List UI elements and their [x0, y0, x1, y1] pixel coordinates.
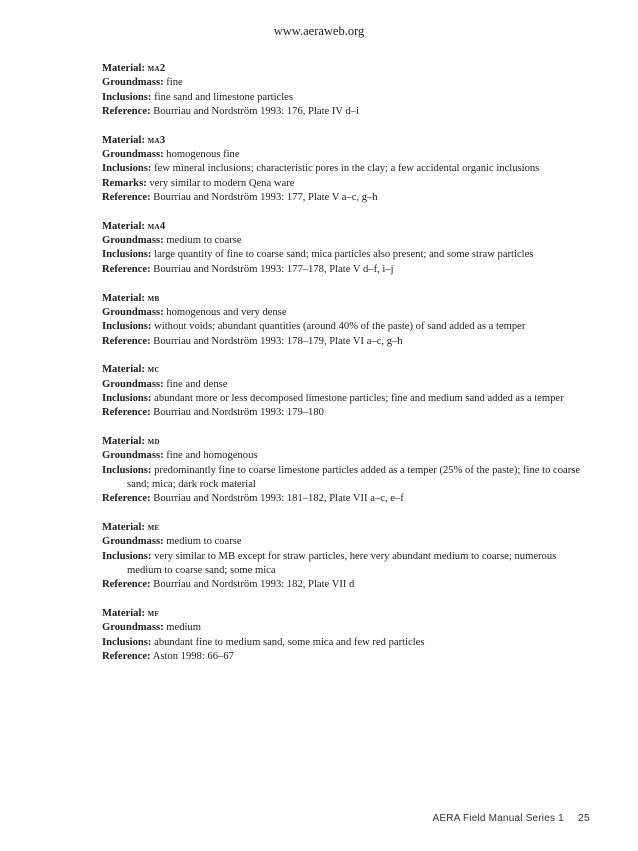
reference-value: Bourriau and Nordström 1993: 179–180	[153, 407, 324, 419]
groundmass-value: homogenous fine	[166, 149, 240, 161]
reference-label: Reference:	[102, 192, 151, 204]
inclusions-value: abundant fine to medium sand, some mica and few red particles	[154, 636, 425, 648]
reference-value: Bourriau and Nordström 1993: 181–182, Plate VII a–c, e–f	[153, 493, 404, 505]
material-label: Material:	[102, 435, 145, 447]
inclusions-label: Inclusions:	[102, 91, 152, 103]
groundmass-label: Groundmass:	[102, 450, 164, 462]
material-code: mb	[147, 292, 160, 304]
material-code: ma4	[147, 220, 166, 232]
reference-value: Bourriau and Nordström 1993: 176, Plate IV d–i	[153, 106, 360, 118]
material-code: ma2	[147, 63, 166, 74]
inclusions-label: Inclusions:	[102, 321, 152, 333]
material-entry	[102, 435, 592, 507]
groundmass-value: medium to coarse	[166, 235, 242, 247]
reference-label: Reference:	[102, 651, 151, 663]
inclusions-value: fine sand and limestone particles	[154, 91, 293, 103]
reference-label: Reference:	[102, 106, 151, 118]
remarks-value: very similar to modern Qena ware	[149, 177, 295, 189]
material-label: Material:	[102, 63, 145, 74]
reference-label: Reference:	[102, 407, 151, 419]
material-label: Material:	[102, 522, 145, 533]
inclusions-label: Inclusions:	[102, 550, 152, 562]
groundmass-label: Groundmass:	[102, 149, 164, 161]
material-code: mc	[147, 364, 160, 376]
reference-label: Reference:	[102, 579, 151, 591]
material-code: ma3	[147, 134, 166, 146]
header-url: www.aeraweb.org	[273, 24, 365, 38]
inclusions-value: few mineral inclusions; characteristic pores in the clay; a few accidental organic inclusions	[154, 163, 540, 175]
material-entry	[102, 607, 592, 664]
page-number: 25	[577, 812, 590, 824]
series-title: AERA Field Manual Series 1	[432, 813, 564, 824]
inclusions-value: very similar to MB except for straw particles, here very abundant medium to coarse; numerous medium to coarse sand; some mica	[127, 550, 557, 577]
material-entry	[102, 292, 592, 349]
inclusions-label: Inclusions:	[102, 636, 152, 648]
groundmass-value: medium	[166, 622, 202, 634]
inclusions-label: Inclusions:	[102, 249, 152, 261]
remarks-label: Remarks:	[102, 177, 147, 189]
material-entry	[102, 62, 592, 119]
reference-value: Bourriau and Nordström 1993: 177–178, Plate V d–f, i–j	[153, 263, 394, 275]
reference-label: Reference:	[102, 263, 151, 275]
groundmass-label: Groundmass:	[102, 378, 164, 390]
groundmass-value: fine and dense	[166, 378, 228, 390]
material-code: me	[147, 522, 160, 533]
groundmass-label: Groundmass:	[102, 622, 164, 634]
material-label: Material:	[102, 364, 145, 376]
inclusions-value: abundant more or less decomposed limestone particles; fine and medium sand added as a temper	[154, 392, 564, 404]
material-label: Material:	[102, 608, 145, 620]
material-entry	[102, 134, 592, 206]
material-entry	[102, 220, 592, 277]
reference-value: Bourriau and Nordström 1993: 182, Plate VII d	[153, 579, 355, 591]
reference-label: Reference:	[102, 493, 151, 505]
groundmass-label: Groundmass:	[102, 77, 164, 89]
reference-value: Bourriau and Nordström 1993: 178–179, Plate VI a–c, g–h	[153, 335, 403, 347]
materials-list	[102, 62, 592, 679]
material-label: Material:	[102, 292, 145, 304]
inclusions-value: without voids; abundant quantities (around 40% of the paste) of sand added as a temper	[154, 321, 526, 333]
inclusions-label: Inclusions:	[102, 392, 152, 404]
inclusions-value: predominantly fine to coarse limestone particles added as a temper (25% of the paste); fine to coarse sand; mica; dark rock material	[127, 464, 581, 490]
groundmass-label: Groundmass:	[102, 536, 164, 548]
page-footer	[0, 812, 590, 824]
reference-value: Aston 1998: 66–67	[152, 651, 234, 663]
material-code: md	[147, 435, 160, 447]
groundmass-value: fine	[166, 77, 183, 89]
material-entry	[102, 363, 592, 420]
reference-label: Reference:	[102, 335, 151, 347]
inclusions-label: Inclusions:	[102, 163, 152, 175]
groundmass-value: homogenous and very dense	[166, 306, 287, 318]
material-code: mf	[147, 608, 160, 620]
material-label: Material:	[102, 220, 145, 232]
inclusions-value: large quantity of fine to coarse sand; mica particles also present; and some straw particles	[154, 249, 534, 261]
groundmass-label: Groundmass:	[102, 235, 164, 247]
reference-value: Bourriau and Nordström 1993: 177, Plate V a–c, g–h	[153, 192, 378, 204]
material-label: Material:	[102, 134, 145, 146]
groundmass-value: fine and homogenous	[166, 450, 258, 462]
inclusions-label: Inclusions:	[102, 464, 152, 476]
material-entry	[102, 521, 592, 593]
groundmass-label: Groundmass:	[102, 306, 164, 318]
groundmass-value: medium to coarse	[166, 536, 242, 548]
